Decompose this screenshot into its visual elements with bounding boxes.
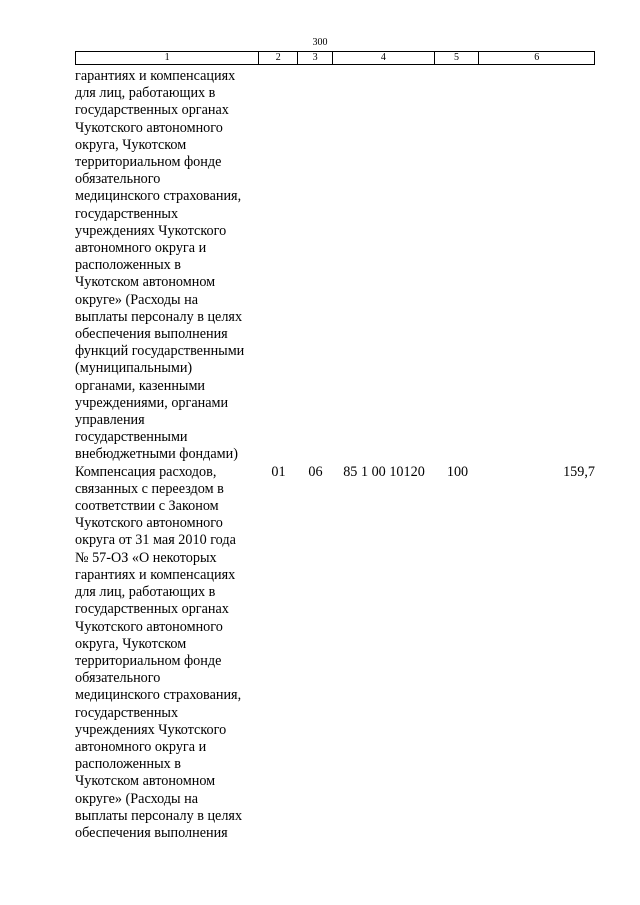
row-section: 01	[271, 463, 286, 480]
header-cell-5: 5	[435, 52, 480, 64]
header-cell-2: 2	[259, 52, 298, 64]
row-expense-type: 100	[446, 463, 469, 480]
page-number: 300	[312, 37, 328, 48]
header-cell-4: 4	[333, 52, 435, 64]
header-cell-6: 6	[534, 52, 540, 63]
header-cell-1: 1	[76, 52, 259, 64]
row-description: Компенсация расходов, связанных с переездом в соответствии с Законом Чукотского автономного округа от 31 мая 2010 года № 57-ОЗ «О некоторых гарантиях и компенсациях для лиц, работающих в государственных органах Чукотского автономного округа, Чукотском территориальном фонде обязательного медицинского страхования, государственных учреждениях Чукотского автономного округа и расположенных в Чукотском автономном округе» (Расходы на выплаты персоналу в целях обеспечения выполнения	[75, 463, 243, 841]
row-subsection: 06	[308, 463, 323, 480]
row-target-article: 85 1 00 10120	[343, 463, 425, 480]
table-header-row	[75, 51, 595, 65]
table-body	[75, 68, 595, 842]
row-description: гарантиях и компенсациях для лиц, работающих в государственных органах Чукотского автономного округа, Чукотском территориальном фонде обязательного медицинского страхования, государственных учреждениях Чукотского автономного округа и расположенных в Чукотском автономном округе» (Расходы на выплаты персоналу в целях обеспечения выполнения функций государственными (муниципальными) органами, казенными учреждениями, органами управления государственными внебюджетными фондами)	[75, 68, 245, 463]
table-row	[75, 68, 595, 464]
header-cell-3: 3	[298, 52, 333, 64]
table-row	[75, 464, 595, 842]
row-amount: 159,7	[563, 463, 595, 480]
